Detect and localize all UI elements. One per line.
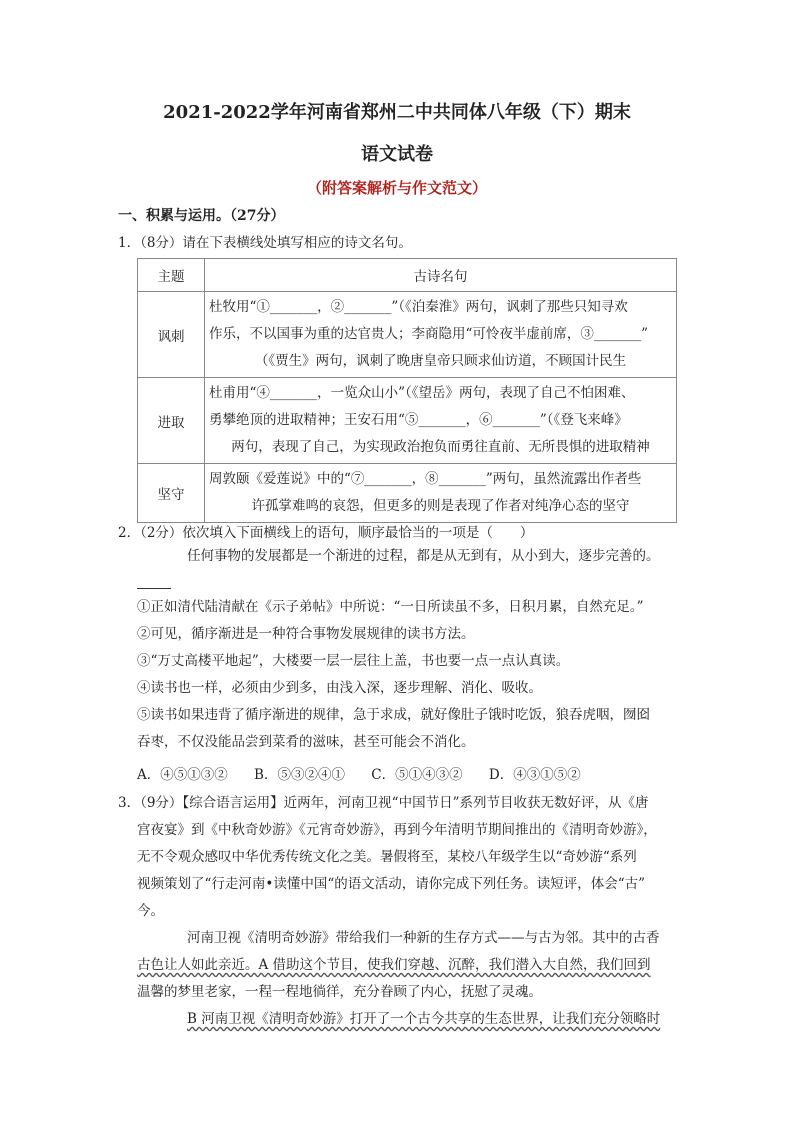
table-row — [138, 292, 677, 378]
exam-subtitle: 语文试卷 — [361, 144, 433, 165]
question-2-stem: 2．（2分）依次填入下面横线上的语句，顺序最恰当的一项是（ ） — [118, 525, 534, 541]
option-d[interactable]: D．④③①⑤② — [488, 767, 581, 783]
row-line: （《贾生》两句，讽刺了晚唐皇帝只顾求仙访道，不顾国计民生 — [254, 353, 627, 369]
row-line: 两句，表现了自己，为实现政治抱负而勇往直前、无所畏惧的进取精神 — [231, 439, 650, 455]
row-line: 杜甫用“④_______，一览众山小”（《望岳》两句，表现了自己不怕困难、 — [209, 385, 635, 401]
stem-line: 3．（9分）【综合语言运用】近两年，河南卫视“中国节日”系列节目收获无数好评，从《唐 — [118, 795, 649, 811]
row-content — [205, 292, 677, 378]
list-item: ②可见，循序渐进是一种符合事物发展规律的读书方法。 — [137, 626, 475, 642]
header-poems: 古诗名句 — [205, 259, 677, 292]
header-theme: 主题 — [138, 259, 205, 292]
row-theme: 讽刺 — [138, 292, 205, 378]
row-content — [205, 464, 677, 523]
passage-text: B 河南卫视《清明奇妙游》打开了一个古今共享的生态世界，让我们充分领略时 — [187, 1011, 661, 1027]
answer-note: （附答案解析与作文范文） — [306, 179, 487, 197]
question-1-stem: 1．（8分）请在下表横线处填写相应的诗文名句。 — [118, 235, 412, 251]
question-3-stem — [118, 790, 657, 925]
answer-blank — [137, 588, 171, 589]
section-heading: 一、积累与运用。（27分） — [118, 208, 285, 224]
row-theme: 坚守 — [138, 464, 205, 523]
stem-line: 无不令观众感叹中华优秀传统文化之美。暑假将至，某校八年级学生以“奇妙游“系列 — [137, 849, 637, 865]
exam-title: 2021-2022学年河南省郑州二中共同体八年级（下）期末 — [163, 102, 631, 123]
question-2-items — [137, 594, 677, 756]
question-2-intro — [137, 543, 677, 570]
question-2-options — [137, 763, 603, 783]
option-c[interactable]: C．⑤①④③② — [371, 767, 463, 783]
option-a[interactable]: A．④⑤①③② — [137, 767, 228, 783]
passage-line: 温馨的梦里老家，一程一程地徜徉，充分眷顾了内心，抚慰了灵魂。 — [137, 984, 542, 1000]
row-line: 许孤掌难鸣的哀怨，但更多的则是表现了作者对纯净心态的坚守 — [251, 498, 630, 514]
list-item: ①正如清代陆清献在《示子弟帖》中所说：“一日所读虽不多，日积月累，自然充足。” — [137, 599, 644, 615]
intro-text: 任何事物的发展都是一个渐进的过程，都是从无到有，从小到大，逐步完善的。 — [187, 548, 660, 564]
row-theme: 进取 — [138, 378, 205, 464]
poem-table — [137, 258, 677, 523]
option-b[interactable]: B．⑤③②④① — [254, 767, 345, 783]
stem-line: 宫夜宴》到《中秋奇妙游》《元宵奇妙游》，再到今年清明节期间推出的《清明奇妙游》， — [137, 822, 657, 838]
row-line: 勇攀绝顶的进取精神；王安石用“⑤_______，⑥_______”（《登飞来峰》 — [209, 412, 628, 428]
table-row — [138, 378, 677, 464]
stem-line: 今。 — [137, 903, 164, 919]
list-item: ④读书也一样，必须由少到多，由浅入深，逐步理解、消化、吸收。 — [137, 680, 542, 696]
list-item: ⑤读书如果违背了循序渐进的规律，急于求成，就好像肚子饿时吃饭，狼吞虎咽，囫囵 — [137, 707, 650, 723]
passage-text: 古色让人如此亲近。A 借助这个节目，使我们穿越、沉醉，我们潜入大自然，我们回到 — [137, 957, 651, 973]
stem-line: 视频策划了“行走河南•读懂中国“的语文活动，请你完成下列任务。读短评，体会“古” — [137, 876, 646, 892]
row-line: 杜牧用“①_______，②_______”（《泊秦淮》两句，讽刺了那些只知寻欢 — [209, 299, 628, 315]
list-item: 吞枣，不仅没能品尝到菜肴的滋味，甚至可能会不消化。 — [137, 734, 475, 750]
table-header-row — [138, 259, 677, 292]
table-row — [138, 464, 677, 523]
list-item: ③“万丈高楼平地起”，大楼要一层一层往上盖，书也要一点一点认真读。 — [137, 653, 570, 669]
passage-line — [137, 952, 677, 979]
question-3-passage — [137, 925, 677, 1033]
passage-line — [137, 1006, 677, 1033]
row-content — [205, 378, 677, 464]
row-line: 作乐，不以国事为重的达官贵人；李商隐用“可怜夜半虚前席，③_______” — [209, 326, 649, 342]
passage-line: 河南卫视《清明奇妙游》带给我们一种新的生存方式——与古为邻。其中的古香 — [187, 930, 660, 946]
row-line: 周敦颐《爱莲说》中的“⑦_______，⑧_______”两句，虽然流露出作者些 — [209, 471, 642, 487]
